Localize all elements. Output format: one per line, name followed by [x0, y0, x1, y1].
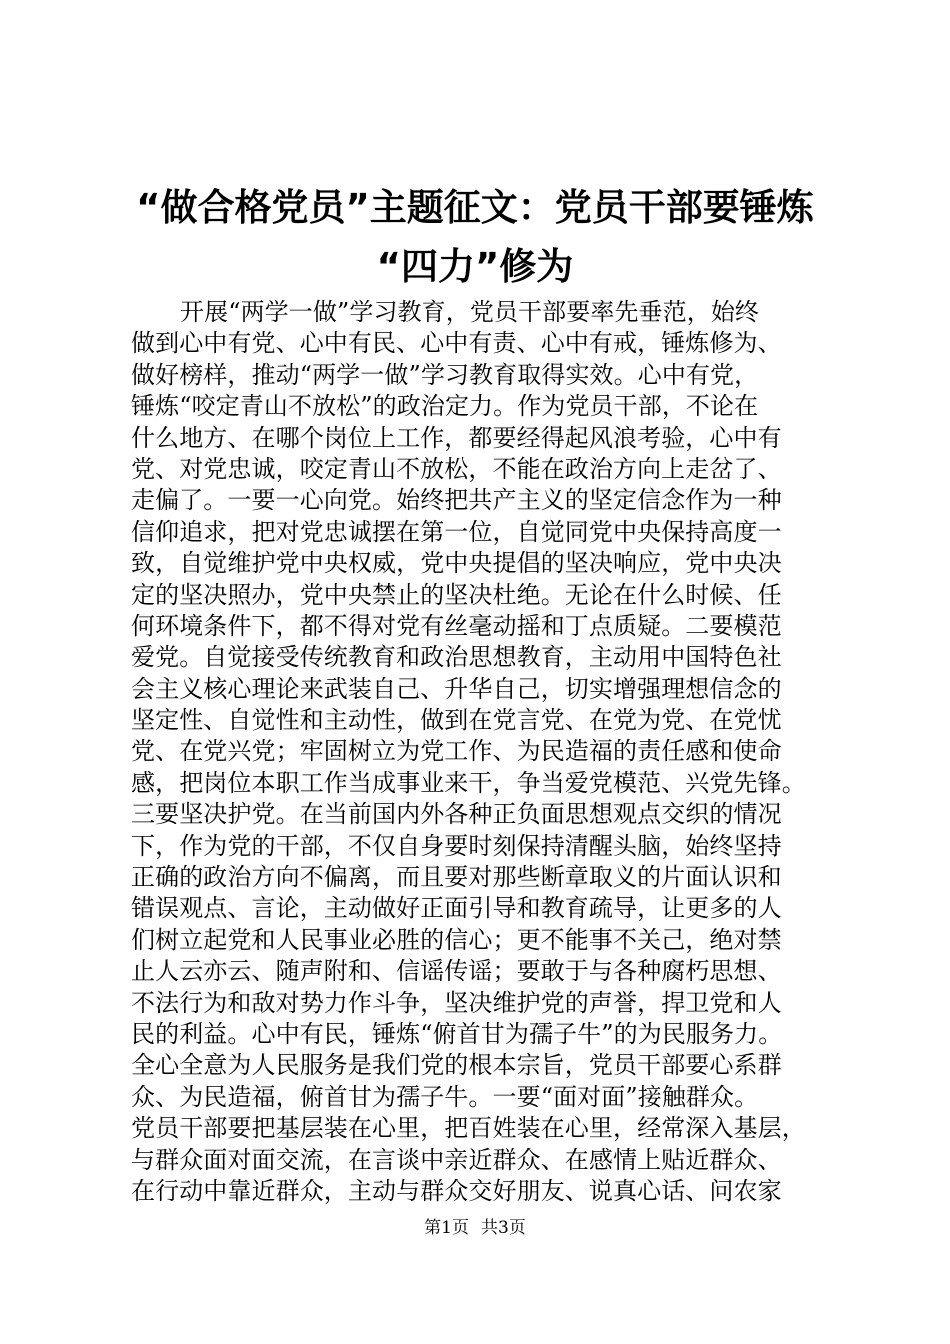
- body-line: 不法行为和敌对势力作斗争，坚决维护党的声誉，捍卫党和人: [131, 988, 782, 1017]
- body-line: 开展“两学一做”学习教育，党员干部要率先垂范，始终: [180, 298, 760, 326]
- body-line: 党、在党兴党；牢固树立为党工作、为民造福的责任感和使命: [131, 737, 782, 766]
- document-title-line-1: “做合格党员”主题征文：党员干部要锤炼: [136, 186, 814, 229]
- body-line: 何环境条件下，都不得对党有丝毫动摇和丁点质疑。二要模范: [131, 611, 782, 640]
- page-footer: [0, 1217, 950, 1239]
- body-line: 做好榜样，推动“两学一做”学习教育取得实效。心中有党，: [131, 360, 759, 389]
- body-line: 与群众面对面交流，在言谈中亲近群众、在感情上贴近群众、: [131, 1145, 782, 1174]
- body-line: 错误观点、言论，主动做好正面引导和教育疏导，让更多的人: [131, 894, 782, 923]
- body-line: 正确的政治方向不偏离，而且要对那些断章取义的片面认识和: [131, 863, 782, 892]
- body-line: 全心全意为人民服务是我们党的根本宗旨，党员干部要心系群: [131, 1051, 782, 1080]
- body-line: 什么地方、在哪个岗位上工作，都要经得起风浪考验，心中有: [131, 423, 782, 452]
- body-line: 三要坚决护党。在当前国内外各种正负面思想观点交织的情况: [131, 800, 782, 829]
- body-line: 信仰追求，把对党忠诚摆在第一位，自觉同党中央保持高度一: [131, 517, 782, 546]
- body-line: 做到心中有党、心中有民、心中有责、心中有戒，锤炼修为、: [131, 329, 782, 358]
- body-line: 走偏了。一要一心向党。始终把共产主义的坚定信念作为一种: [131, 486, 782, 515]
- body-line: 党员干部要把基层装在心里，把百姓装在心里，经常深入基层，: [131, 1114, 806, 1143]
- body-line: 止人云亦云、随声附和、信谣传谣；要敢于与各种腐朽思想、: [131, 957, 782, 986]
- body-line: 众、为民造福，俯首甘为孺子牛。一要“面对面”接触群众。: [131, 1082, 759, 1111]
- body-line: 民的利益。心中有民，锤炼“俯首甘为孺子牛”的为民服务力。: [131, 1019, 783, 1048]
- body-line: 在行动中靠近群众，主动与群众交好朋友、说真心话、问农家: [131, 1176, 782, 1205]
- document-title-line-2: “四力”修为: [376, 245, 574, 288]
- body-line: 党、对党忠诚，咬定青山不放松，不能在政治方向上走岔了、: [131, 454, 782, 483]
- page-number-total: 共3页: [481, 1218, 526, 1238]
- body-line: 致，自觉维护党中央权威，党中央提倡的坚决响应，党中央决: [131, 549, 782, 578]
- body-line: 们树立起党和人民事业必胜的信心；更不能事不关己，绝对禁: [131, 925, 782, 954]
- body-line: 坚定性、自觉性和主动性，做到在党言党、在党为党、在党忧: [131, 706, 782, 735]
- document-body: [131, 297, 851, 1207]
- body-line: 会主义核心理论来武装自己、升华自己，切实增强理想信念的: [131, 674, 782, 703]
- body-line: 感，把岗位本职工作当成事业来干，争当爱党模范、兴党先锋。: [131, 768, 806, 797]
- body-line: 下，作为党的干部，不仅自身要时刻保持清醒头脑，始终坚持: [131, 831, 782, 860]
- body-line: 锤炼“咬定青山不放松”的政治定力。作为党员干部，不论在: [131, 392, 759, 421]
- body-line: 爱党。自觉接受传统教育和政治思想教育，主动用中国特色社: [131, 643, 782, 672]
- body-line: 定的坚决照办，党中央禁止的坚决杜绝。无论在什么时候、任: [131, 580, 782, 609]
- page-number-current: 第1页: [424, 1218, 469, 1238]
